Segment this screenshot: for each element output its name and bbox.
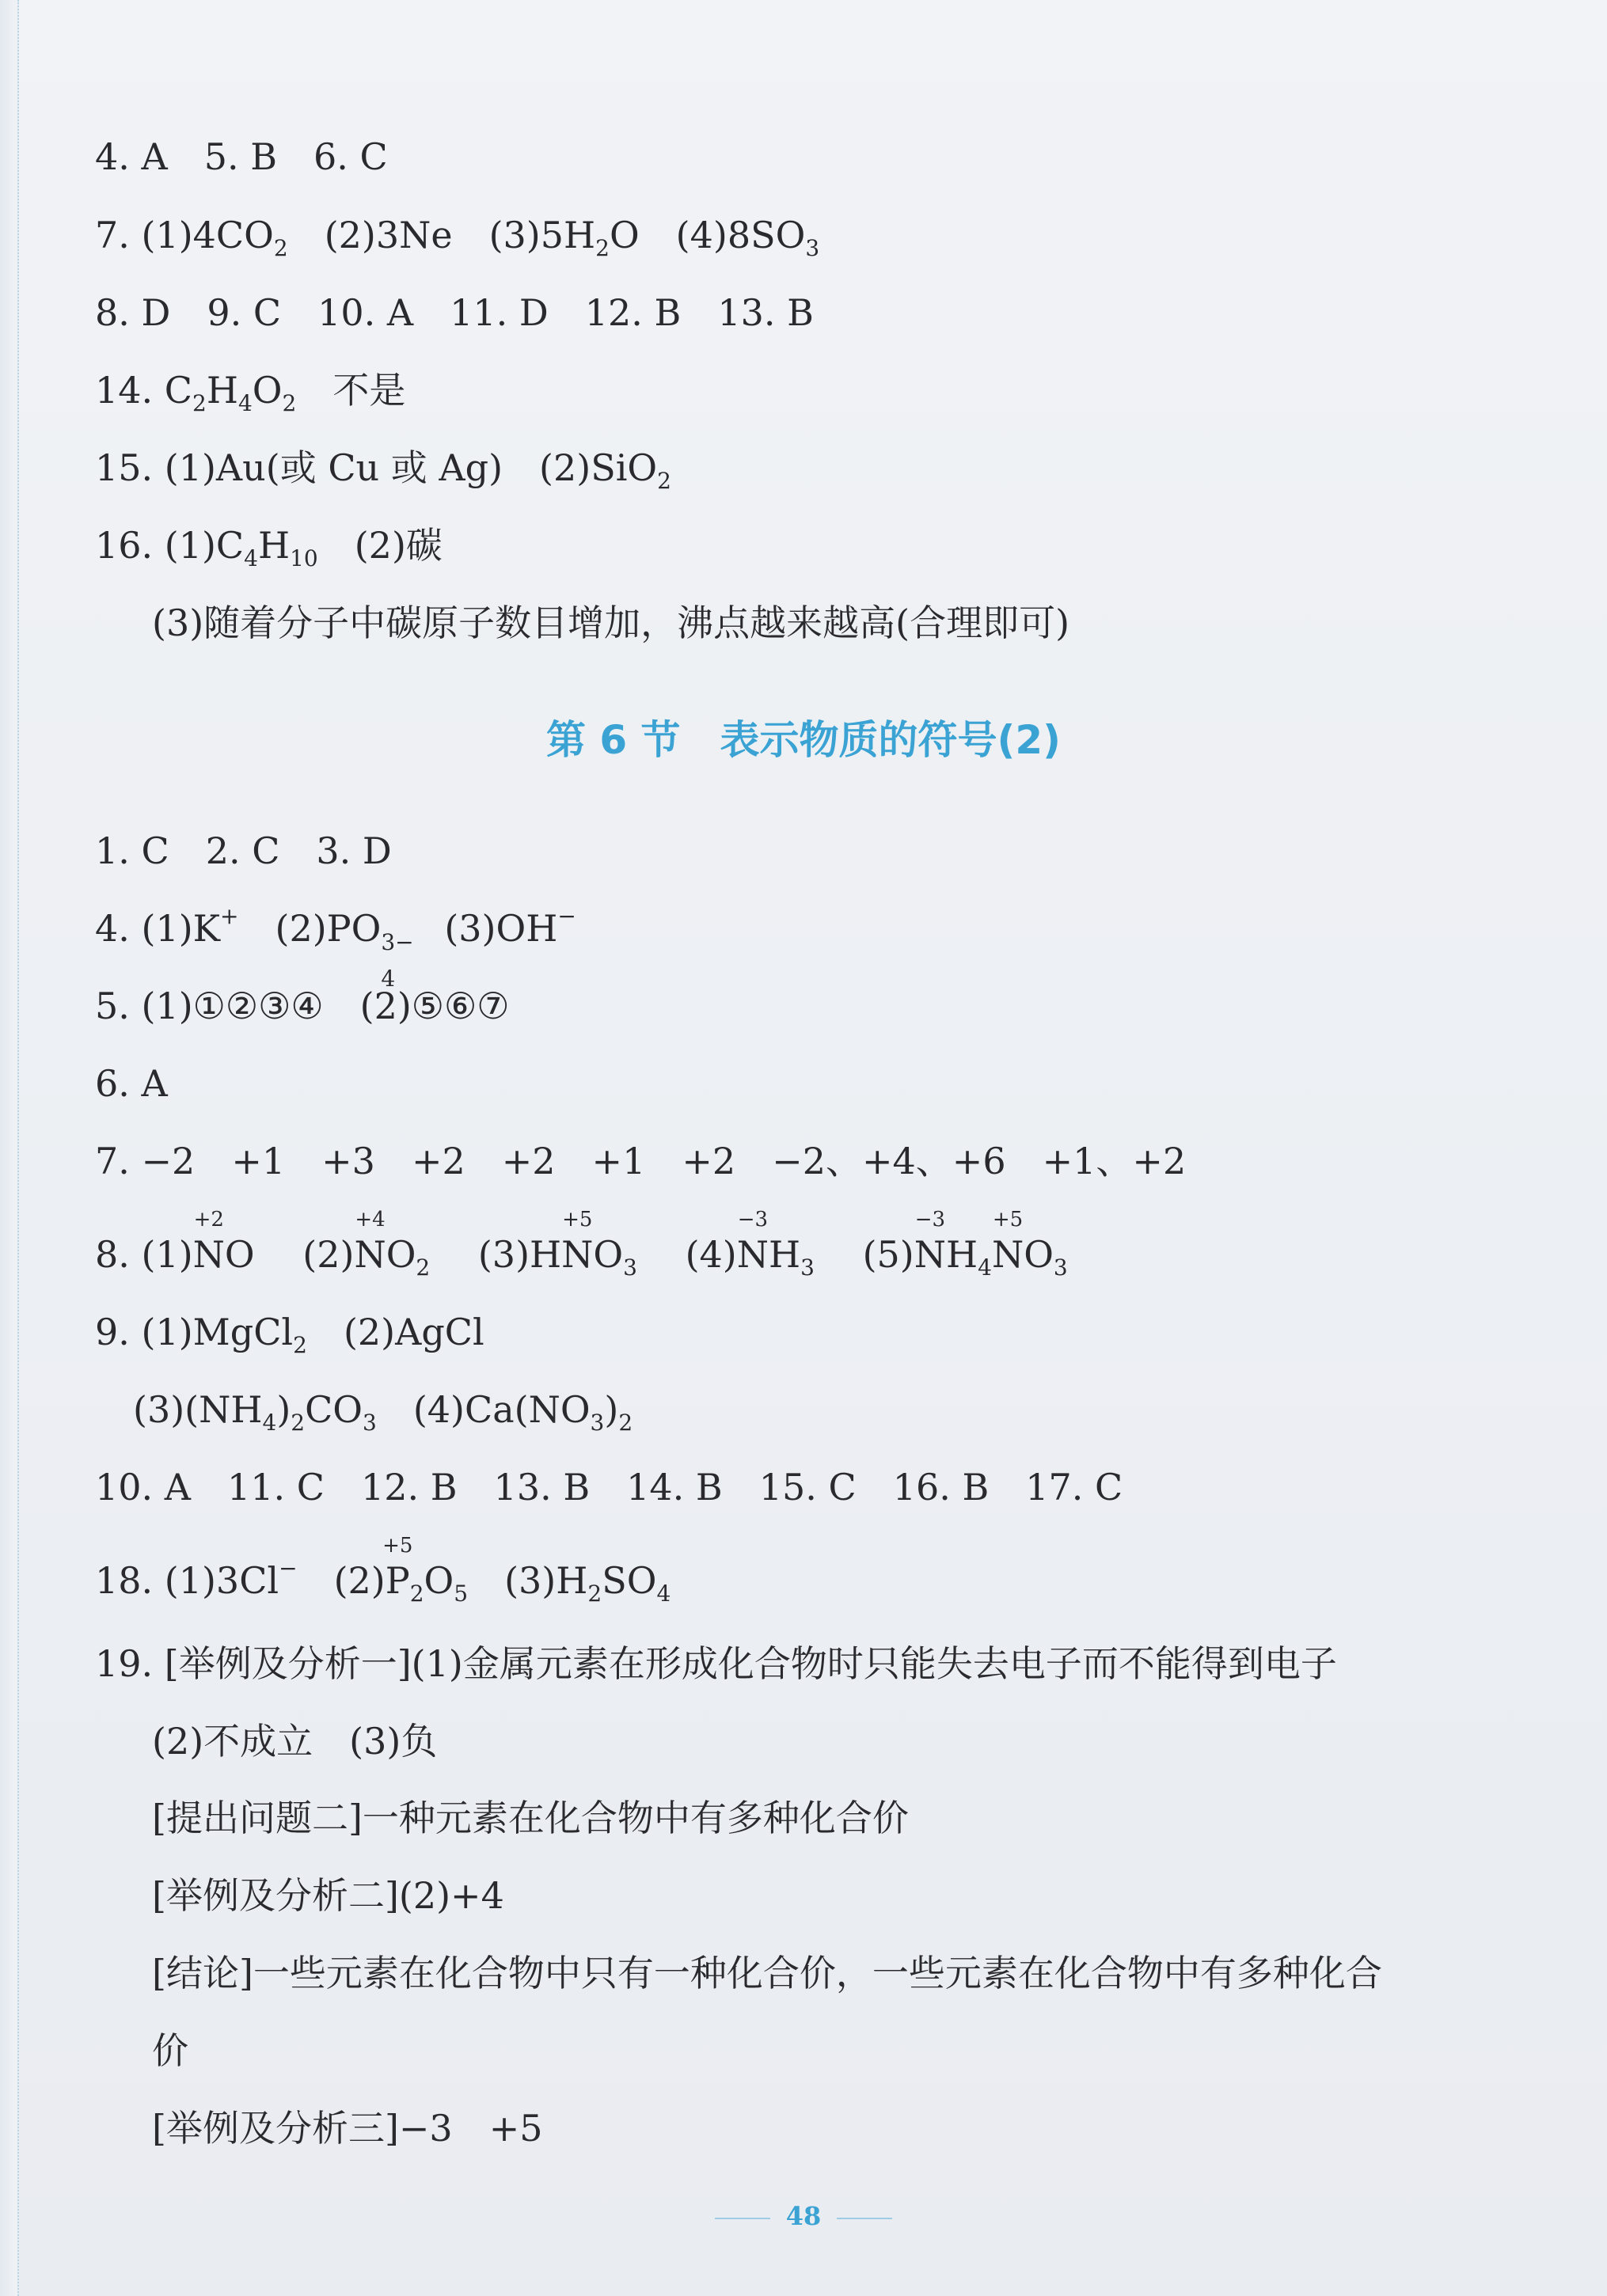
answer-text: [结论]一些元素在化合物中只有一种化合价，一些元素在化合物中有多种化合: [152, 1952, 1382, 1994]
answer-line-19b: [152, 1713, 437, 1769]
element-symbol: N: [561, 1233, 594, 1276]
answer-text: 19. [举例及分析一](1)金属元素在形成化合物时只能失去电子而不能得到电子: [95, 1642, 1337, 1685]
subscript: 2: [587, 1581, 602, 1607]
valence-symbol: [914, 1208, 946, 1282]
answer-text: 价: [152, 2029, 188, 2072]
answer-text: 4. A 5. B 6. C: [95, 135, 388, 178]
answer-text: 5. (1)①②③④ (2)⑤⑥⑦: [95, 985, 510, 1027]
subscript: 3: [805, 235, 820, 261]
answer-line-19g: [152, 2101, 543, 2156]
answer-text: O: [593, 1233, 624, 1276]
answer-text: (4): [648, 1233, 737, 1276]
element-symbol: P: [385, 1559, 410, 1602]
page-number: [0, 2200, 1607, 2232]
divider: [715, 2218, 770, 2219]
answer-text: (2): [266, 1233, 355, 1276]
answer-text: (3)随着分子中碳原子数目增加，沸点越来越高(合理即可): [152, 602, 1070, 644]
page-number-text: 48: [785, 2201, 822, 2231]
superscript: −: [557, 903, 576, 929]
element-symbol: N: [736, 1233, 769, 1276]
answer-line-8-13: [95, 285, 814, 340]
answer-text: H: [206, 369, 238, 412]
page-binding-edge: [0, 0, 19, 2296]
subscript: 3: [590, 1410, 605, 1436]
answer-text: H: [945, 1233, 978, 1276]
answer-line-19: [95, 1636, 1337, 1691]
answer-text: 8. (1): [95, 1233, 193, 1276]
answer-line-19d: [152, 1868, 504, 1923]
valence-mark: +5: [562, 1208, 593, 1231]
answer-text: (5): [826, 1233, 914, 1276]
answer-line-19c: [152, 1790, 909, 1846]
answer-text: 18. (1)3Cl: [95, 1559, 279, 1602]
answer-line-7: [95, 207, 819, 263]
answer-text: (2)碳: [317, 524, 443, 567]
subscript: 10: [290, 545, 318, 571]
subscript: 3: [363, 1410, 377, 1436]
answer-text: 6. A: [95, 1062, 168, 1105]
answer-line-16: [95, 518, 443, 573]
answer-text: O: [224, 1233, 255, 1276]
element-symbol: N: [192, 1233, 225, 1276]
subscript: 4: [244, 545, 258, 571]
answer-text: [提出问题二]一种元素在化合物中有多种化合价: [152, 1797, 909, 1839]
answer-text: O: [1024, 1233, 1054, 1276]
subscript: 2: [282, 390, 297, 416]
answer-line-9: [95, 1304, 484, 1360]
subscript: 2: [409, 1581, 424, 1607]
answer-text: SO: [602, 1559, 657, 1602]
subscript: 2: [273, 235, 288, 261]
element-symbol: N: [914, 1233, 946, 1276]
valence-symbol: [354, 1208, 386, 1282]
subscript: 4: [381, 966, 396, 992]
answer-text: 9. (1)MgCl: [95, 1311, 294, 1353]
section-title: 第 6 节 表示物质的符号(2): [545, 717, 1062, 763]
valence-symbol: [561, 1208, 594, 1282]
subscript: 3: [1053, 1254, 1068, 1281]
answer-text: (2)3Ne (3)5H: [287, 214, 596, 256]
answer-text: [举例及分析二](2)+4: [152, 1874, 504, 1917]
answer-line-4-6: [95, 129, 388, 184]
valence-mark: −3: [914, 1208, 946, 1231]
subscript: 4: [978, 1254, 992, 1281]
valence-mark: +5: [382, 1534, 413, 1558]
valence-mark: −3: [737, 1208, 769, 1231]
answer-text: 8. D 9. C 10. A 11. D 12. B 13. B: [95, 291, 814, 334]
valence-mark: +2: [193, 1208, 224, 1231]
answer-text: (3)H: [468, 1559, 588, 1602]
subscript: 5: [454, 1581, 469, 1607]
answer-text: H: [257, 524, 291, 567]
subscript: 3: [800, 1254, 815, 1281]
answer-text: (3)OH: [408, 907, 558, 950]
answer-text: (2): [297, 1559, 386, 1602]
answer-text: 10. A 11. C 12. B 13. B 14. B 15. C 16. B 17. C: [95, 1466, 1123, 1509]
answer-text: (2)PO: [238, 907, 382, 950]
answer-text: ): [604, 1388, 619, 1431]
valence-mark: +4: [355, 1208, 386, 1231]
divider: [837, 2218, 892, 2219]
subscript: 4: [237, 390, 253, 416]
answer-line-15: [95, 440, 671, 495]
subscript: 2: [618, 1410, 633, 1436]
subscript: 2: [595, 235, 610, 261]
subscript: 2: [416, 1254, 431, 1281]
answer-text: O: [252, 369, 283, 412]
answer-text: [举例及分析三]−3 +5: [152, 2107, 543, 2150]
answer-line-19e: [152, 1945, 1382, 2001]
superscript: −: [279, 1555, 298, 1581]
answer-text: O: [386, 1233, 416, 1276]
valence-symbol: [192, 1208, 225, 1282]
answer-text: ): [276, 1388, 291, 1431]
answer-text: 7. −2 +1 +3 +2 +2 +1 +2 −2、+4、+6 +1、+2: [95, 1140, 1187, 1182]
answer-line-4: 4. (1)K+ (2)PO 3− 4 (3)OH−: [95, 903, 576, 992]
answer-text: (2)不成立 (3)负: [152, 1720, 438, 1763]
subscript: 4: [656, 1581, 671, 1607]
subscript: 2: [293, 1332, 307, 1358]
answer-text: 4. (1)K: [95, 907, 221, 950]
element-symbol: N: [354, 1233, 386, 1276]
answer-text: (4)Ca(NO: [376, 1388, 591, 1431]
superscript: +: [220, 903, 239, 929]
answer-line-19f: [152, 2023, 188, 2078]
answer-line-16-3: [152, 595, 1069, 651]
answer-text: O: [424, 1559, 454, 1602]
answer-text: 14. C: [95, 369, 192, 412]
answer-text: 7. (1)4CO: [95, 214, 274, 256]
answer-text: 15. (1)Au(或 Cu 或 Ag) (2)SiO: [95, 446, 658, 489]
answer-line-6: [95, 1056, 168, 1111]
answer-line-10-17: [95, 1459, 1123, 1515]
subscript: 2: [291, 1410, 306, 1436]
answer-text: O (4)8SO: [609, 214, 806, 256]
answer-line-7: [95, 1133, 1186, 1189]
answer-line-1-3: [95, 823, 392, 879]
answer-text: 不是: [296, 369, 406, 412]
subscript: 3: [623, 1254, 637, 1281]
element-symbol: N: [991, 1233, 1024, 1276]
valence-mark: +5: [992, 1208, 1024, 1231]
answer-text: CO: [305, 1388, 363, 1431]
answer-line-14: [95, 362, 405, 418]
answer-text: (3)H: [441, 1233, 562, 1276]
answer-text: (2)AgCl: [306, 1311, 484, 1353]
answer-text: (3)(NH: [133, 1388, 263, 1431]
answer-text: H: [768, 1233, 801, 1276]
subscript: 2: [192, 390, 207, 416]
answer-text: 1. C 2. C 3. D: [95, 829, 392, 872]
answer-line-8: [95, 1208, 1068, 1282]
subscript: 2: [657, 468, 671, 494]
answer-text: 16. (1)C: [95, 524, 245, 567]
valence-symbol: [991, 1208, 1024, 1282]
subscript: 4: [262, 1410, 277, 1436]
valence-symbol: [736, 1208, 769, 1282]
answer-line-18: [95, 1534, 671, 1608]
answer-line-9-3-4: [133, 1382, 633, 1437]
answer-line-5: [95, 978, 510, 1034]
valence-symbol: [382, 1534, 413, 1608]
